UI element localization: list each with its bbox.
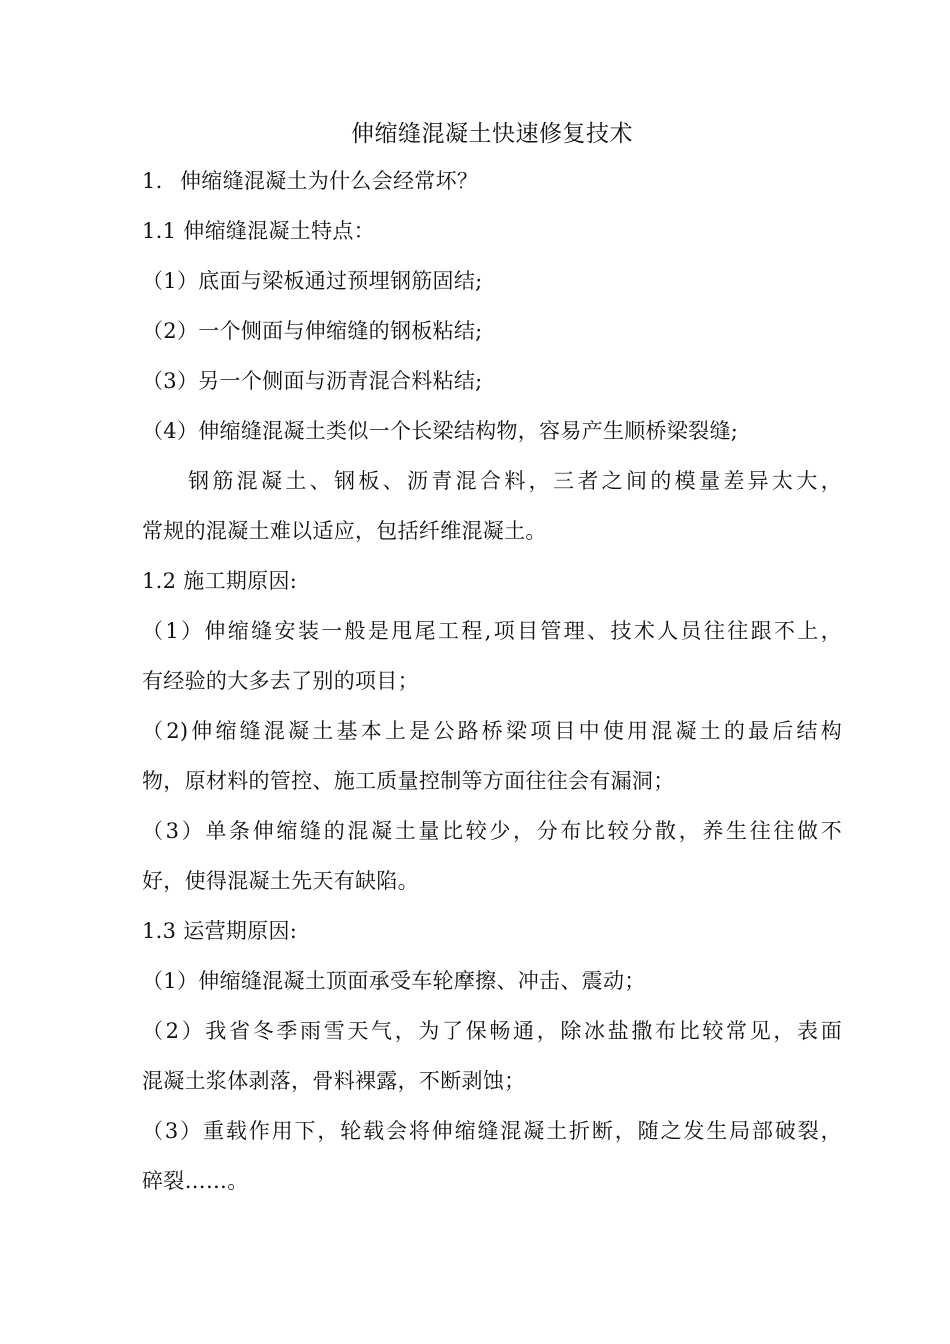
heading-1-1: 1.1 伸缩缝混凝土特点： [142,219,375,243]
paragraph-line: 钢筋混凝土、钢板、沥青混合料，三者之间的模量差异太大， [188,469,842,493]
list-item: （2）一个侧面与伸缩缝的钢板粘结; [142,319,483,343]
list-item: （1）伸缩缝混凝土顶面承受车轮摩擦、冲击、震动； [142,969,646,993]
list-item: （2)伸缩缝混凝土基本上是公路桥梁项目中使用混凝土的最后结构 [142,719,842,743]
list-item-continuation: 物，原材料的管控、施工质量控制等方面往往会有漏洞； [142,769,675,793]
list-item: （4）伸缩缝混凝土类似一个长梁结构物，容易产生顺桥梁裂缝; [142,419,739,443]
document-title: 伸缩缝混凝土快速修复技术 [351,121,633,147]
list-item: （3）单条伸缩缝的混凝土量比较少，分布比较分散，养生往往做不 [142,819,842,843]
list-item: （3）重载作用下，轮载会将伸缩缝混凝土折断，随之发生局部破裂， [142,1119,842,1143]
list-item: （2）我省冬季雨雪天气，为了保畅通，除冰盐撒布比较常见，表面 [142,1019,842,1043]
list-item: （1）底面与梁板通过预埋钢筋固结; [142,269,483,293]
list-item-continuation: 碎裂……。 [142,1169,249,1193]
heading-1-2: 1.2 施工期原因: [142,569,298,593]
paragraph-line: 常规的混凝土难以适应，包括纤维混凝土。 [142,519,547,543]
heading-number: 1. [142,169,163,193]
document-body [142,112,842,1206]
list-item-continuation: 混凝土浆体剥落，骨料裸露，不断剥蚀； [142,1069,526,1093]
list-item-continuation: 有经验的大多去了别的项目； [142,669,419,693]
list-item: （3）另一个侧面与沥青混合料粘结; [142,369,483,393]
list-item: （1）伸缩缝安装一般是甩尾工程,项目管理、技术人员往往跟不上， [142,619,842,643]
list-item-continuation: 好，使得混凝土先天有缺陷。 [142,869,419,893]
heading-text: 伸缩缝混凝土为什么会经常坏？ [180,169,479,193]
heading-1 [142,156,842,206]
heading-1-3: 1.3 运营期原因: [142,919,298,943]
